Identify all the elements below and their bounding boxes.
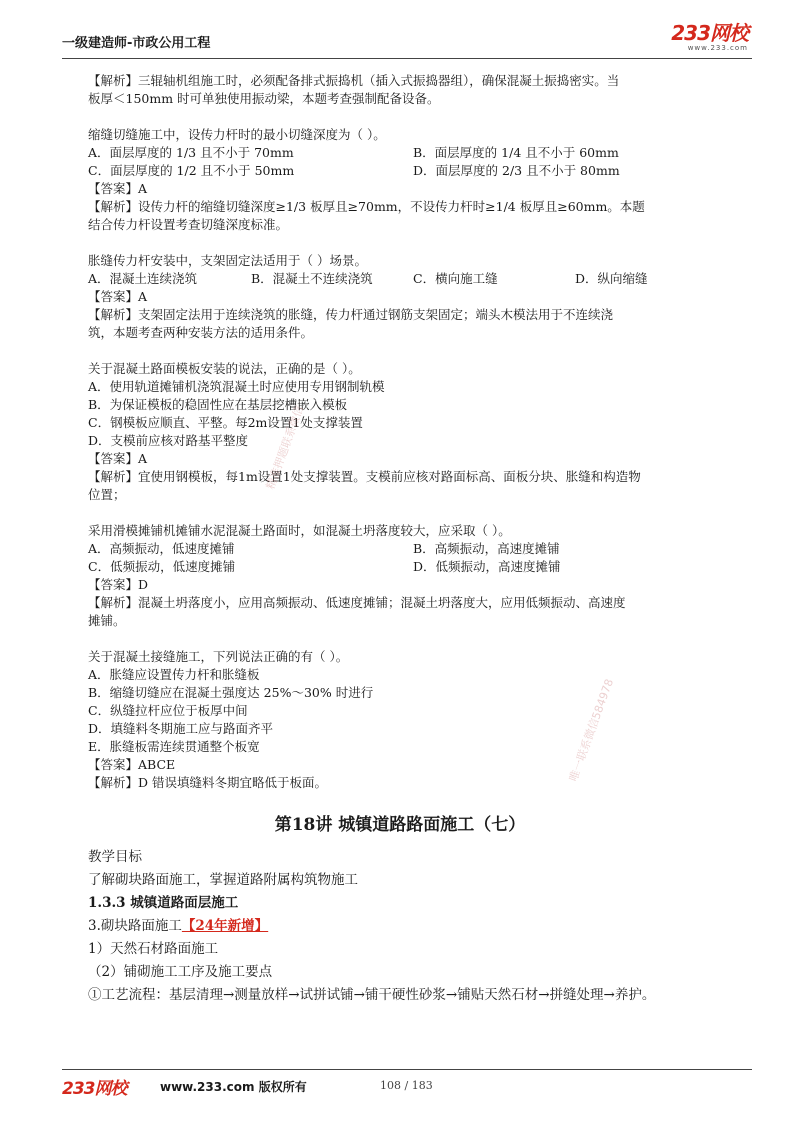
goal-label: 教学目标 [88,849,142,865]
footer-copyright: www.233.com 版权所有 [160,1080,307,1094]
q4-analysis-cont: 位置； [88,487,126,502]
q3-stem: 胀缝传力杆安装中，支架固定法适用于（ ）场景。 [88,253,367,268]
q2-options-row2 [88,162,748,180]
q4-option-b: B．为保证模板的稳固性应在基层挖槽嵌入模板 [88,397,348,412]
q5-stem: 采用滑模摊铺机摊铺水泥混凝土路面时，如混凝土坍落度较大，应采取（ ）。 [88,523,511,538]
page-number: 108 / 183 [380,1079,433,1092]
q5-options-row1 [88,540,748,558]
q1-analysis: 【解析】三辊轴机组施工时，必须配备排式振捣机（插入式振捣器组），确保混凝土振捣密实。当 [88,73,620,88]
question-content [88,72,748,792]
q6-answer: 【答案】ABCE [88,757,176,772]
q4-analysis: 【解析】宜使用钢模板，每1m设置1处支撑装置。支模前应核对路面标高、面板分块、胀缝和构造物 [88,469,641,484]
q5-option-d: D．低频振动，高速度摊铺 [413,559,561,574]
q2-options-row1 [88,144,748,162]
q4-stem: 关于混凝土路面模板安装的说法，正确的是（ ）。 [88,361,361,376]
subsection-heading [88,915,758,938]
q2-analysis: 【解析】设传力杆的缩缝切缝深度≥1/3 板厚且≥70mm，不设传力杆时≥1/4 板厚且≥60mm。本题 [88,199,645,214]
item-stone-paving: 1）天然石材路面施工 [88,941,219,957]
lecture-content [88,846,758,1007]
page-header [62,22,752,56]
item-process-flow: ①工艺流程：基层清理→测量放样→试拼试铺→铺干硬性砂浆→铺贴天然石材→拼缝处理→养护。 [88,987,656,1003]
q4-option-d: D．支模前应核对路基平整度 [88,433,249,448]
q3-option-d: D．纵向缩缝 [575,271,648,286]
watermark-2: 唯一联系微信584978 [566,677,617,784]
q2-option-c: C．面层厚度的 1/2 且不小于 50mm [88,163,295,178]
q5-analysis-cont: 摊铺。 [88,613,126,628]
new-content-tag: 【24年新增】 [181,918,269,934]
q5-options-row2 [88,558,748,576]
page-footer [62,1074,752,1098]
subsection-text: 3.砌块路面施工 [88,918,182,934]
watermark-1: 精准押题联系微信 [263,403,307,492]
q3-analysis-cont: 筑，本题考查两种安装方法的适用条件。 [88,325,314,340]
footer-logo: 233网校 [62,1079,127,1099]
section-heading: 1.3.3 城镇道路面层施工 [88,895,239,911]
q6-stem: 关于混凝土接缝施工，下列说法正确的有（ ）。 [88,649,349,664]
q2-analysis-cont: 结合传力杆设置考查切缝深度标准。 [88,217,289,232]
footer-divider [62,1069,752,1070]
q5-option-b: B．高频振动，高速度摊铺 [413,541,560,556]
q6-analysis: 【解析】D 错误填缝料冬期宜略低于板面。 [88,775,327,790]
lecture-title: 第18讲 城镇道路路面施工（七） [274,815,526,835]
item-paving-process: （2）铺砌施工工序及施工要点 [88,964,273,980]
q3-option-a: A．混凝土连续浇筑 [88,271,198,286]
q6-option-c: C．纵缝拉杆应位于板厚中间 [88,703,248,718]
q5-answer: 【答案】D [88,577,149,592]
q6-option-a: A．胀缝应设置传力杆和胀缝板 [88,667,260,682]
q1-analysis-cont: 板厚＜150mm 时可单独使用振动梁，本题考查强制配备设备。 [88,91,440,106]
q6-option-b: B．缩缝切缝应在混凝土强度达 25%～30% 时进行 [88,685,374,700]
goal-text: 了解砌块路面施工，掌握道路附属构筑物施工 [88,872,358,888]
q5-option-c: C．低频振动，低速度摊铺 [88,559,236,574]
q4-option-c: C．钢模板应顺直、平整。每2m设置1处支撑装置 [88,415,363,430]
q4-answer: 【答案】A [88,451,148,466]
q6-option-e: E．胀缝板需连续贯通整个板宽 [88,739,260,754]
q2-option-a: A．面层厚度的 1/3 且不小于 70mm [88,145,294,160]
q6-option-d: D．填缝料冬期施工应与路面齐平 [88,721,274,736]
brand-logo-text: 233网校 [671,21,748,45]
q3-options [88,270,748,288]
q2-option-d: D．面层厚度的 2/3 且不小于 80mm [413,163,620,178]
q2-option-b: B．面层厚度的 1/4 且不小于 60mm [413,145,619,160]
q4-option-a: A．使用轨道摊铺机浇筑混凝土时应使用专用钢制轨模 [88,379,385,394]
q2-answer: 【答案】A [88,181,148,196]
q5-analysis: 【解析】混凝土坍落度小，应用高频振动、低速度摊铺；混凝土坍落度大，应用低频振动、高速度 [88,595,626,610]
q5-option-a: A．高频振动，低速度摊铺 [88,541,235,556]
header-title: 一级建造师-市政公用工程 [62,36,211,51]
q3-analysis: 【解析】支架固定法用于连续浇筑的胀缝，传力杆通过钢筋支架固定；端头木模法用于不连续浇 [88,307,614,322]
q2-stem: 缩缝切缝施工中，设传力杆时的最小切缝深度为（ ）。 [88,127,386,142]
brand-logo [671,22,748,52]
q3-option-b: B．混凝土不连续浇筑 [251,271,373,286]
brand-logo-url: www.233.com [687,44,748,52]
q3-option-c: C．横向施工缝 [413,271,498,286]
q3-answer: 【答案】A [88,289,148,304]
header-divider [62,58,752,59]
